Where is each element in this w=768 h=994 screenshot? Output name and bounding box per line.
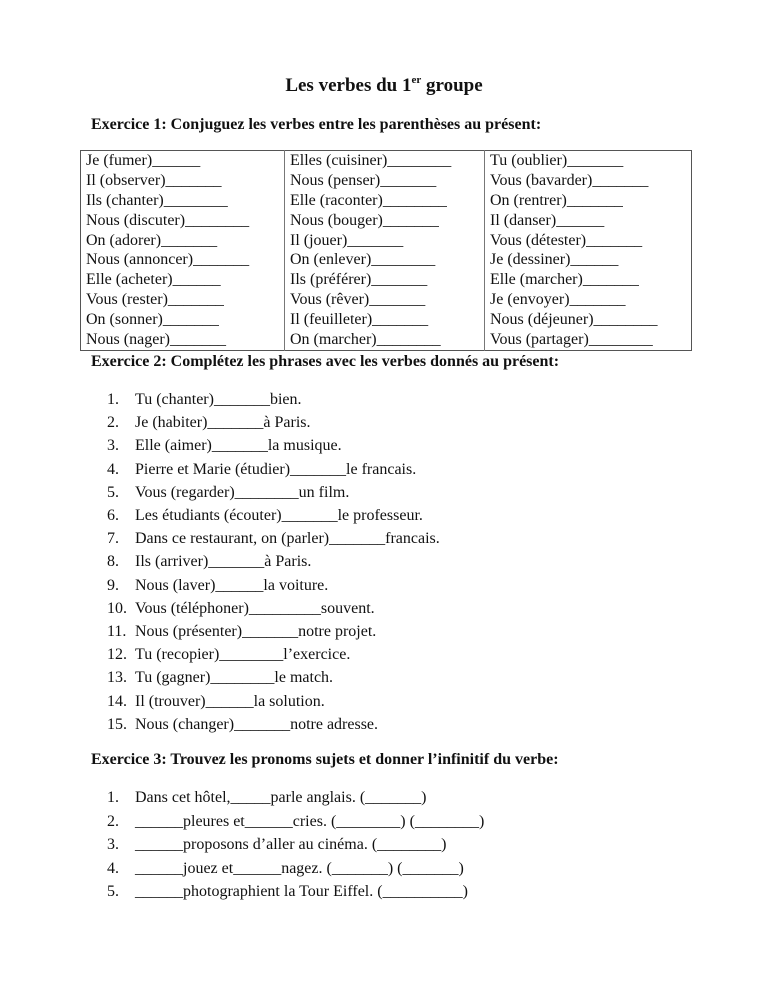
verb-item[interactable]: Nous (bouger)_______ [290,211,439,229]
item-number: 6. [107,507,119,525]
item-number: 5. [107,483,119,501]
verb-item[interactable]: On (rentrer)_______ [490,191,623,209]
item-number: 1. [107,789,119,806]
exercise2-list [107,388,440,736]
item-number: 15. [107,715,127,733]
verb-item[interactable]: Je (envoyer)_______ [490,291,626,309]
item-text: ______proposons d’aller au cinéma. (________) [135,836,447,853]
verb-item[interactable]: Elles (cuisiner)________ [290,152,452,169]
item-text: Dans cet hôtel,_____parle anglais. (_______) [135,789,427,806]
item-text: ______pleures et______cries. (________) (________) [135,812,485,830]
verb-item[interactable]: Je (dessiner)______ [490,251,619,269]
title-superscript: er [411,74,422,86]
verb-column-1 [81,151,285,351]
verb-item[interactable]: Ils (chanter)________ [86,191,228,209]
item-text: Dans ce restaurant, on (parler)_______francais. [135,530,440,548]
item-text: Tu (gagner)________le match. [135,669,334,687]
exercise2-item[interactable] [107,411,440,434]
exercise2-item[interactable] [107,550,440,573]
verb-item[interactable]: On (sonner)_______ [86,311,219,329]
item-text: Vous (regarder)________un film. [135,483,350,501]
item-text: Elle (aimer)_______la musique. [135,437,342,455]
verb-item[interactable]: Nous (nager)_______ [86,331,226,349]
item-text: Tu (chanter)_______bien. [135,391,302,408]
exercise3-item[interactable] [107,786,484,810]
item-number: 7. [107,530,119,548]
exercise1-heading: Exercice 1: Conjuguez les verbes entre les parenthèses au présent: [91,116,542,133]
exercise2-item[interactable] [107,666,440,689]
item-text: Vous (téléphoner)_________souvent. [135,599,375,617]
exercise2-item[interactable] [107,597,440,620]
exercise2-item[interactable] [107,458,440,481]
item-number: 14. [107,692,127,710]
verb-item[interactable]: On (enlever)________ [290,251,436,269]
item-number: 8. [107,553,119,571]
verb-column-3 [485,151,692,351]
exercise3-item[interactable] [107,880,484,904]
verb-item[interactable]: Nous (annoncer)_______ [86,251,250,269]
item-text: Je (habiter)_______à Paris. [135,414,311,432]
item-text: Les étudiants (écouter)_______le professeur. [135,507,423,525]
title-main: Les verbes du 1 [285,75,412,96]
exercise2-item[interactable] [107,690,440,713]
verb-column-2 [285,151,485,351]
verb-item[interactable]: Nous (déjeuner)________ [490,311,658,329]
item-number: 12. [107,646,127,664]
item-text: Nous (changer)_______notre adresse. [135,715,379,733]
exercise2-item[interactable] [107,713,440,736]
verb-item[interactable]: Il (feuilleter)_______ [290,311,429,329]
exercise3-item[interactable] [107,833,484,857]
item-text: ______jouez et______nagez. (_______) (_______) [135,859,464,877]
exercise2-item[interactable] [107,620,440,643]
exercise2-item[interactable] [107,527,440,550]
exercise3-item[interactable] [107,857,484,881]
exercise3-item[interactable] [107,810,484,834]
verb-item[interactable]: Elle (raconter)________ [290,191,447,209]
item-text: ______photographient la Tour Eiffel. (__________) [135,883,468,900]
item-number: 3. [107,836,119,853]
exercise1-verb-table [80,150,692,351]
verb-item[interactable]: Je (fumer)______ [86,152,201,169]
verb-item[interactable]: Elle (acheter)______ [86,271,221,289]
verb-item[interactable]: Tu (oublier)_______ [490,152,624,169]
item-text: Nous (laver)______la voiture. [135,576,329,594]
exercise2-heading: Exercice 2: Complétez les phrases avec les verbes donnés au présent: [91,353,560,370]
verb-item[interactable]: On (marcher)________ [290,331,441,349]
item-number: 3. [107,437,119,455]
item-number: 5. [107,883,119,900]
exercise2-item[interactable] [107,504,440,527]
title-end: groupe [421,75,483,96]
item-number: 4. [107,859,119,877]
item-number: 11. [107,623,127,641]
exercise2-item[interactable] [107,574,440,597]
item-number: 2. [107,812,119,830]
item-text: Ils (arriver)_______à Paris. [135,553,312,571]
item-number: 10. [107,599,127,617]
verb-item[interactable]: Nous (discuter)________ [86,211,250,229]
exercise3-heading: Exercice 3: Trouvez les pronoms sujets et donner l’infinitif du verbe: [91,751,559,768]
verb-item[interactable]: Vous (détester)_______ [490,231,643,249]
verb-item[interactable]: Nous (penser)_______ [290,171,437,189]
verb-item[interactable]: Vous (rêver)_______ [290,291,426,309]
item-text: Nous (présenter)_______notre projet. [135,623,377,641]
item-text: Tu (recopier)________l’exercice. [135,646,351,664]
item-text: Pierre et Marie (étudier)_______le francais. [135,460,417,478]
exercise2-item[interactable] [107,434,440,457]
verb-item[interactable]: Ils (préférer)_______ [290,271,428,289]
verb-item[interactable]: Vous (bavarder)_______ [490,171,649,189]
exercise2-item[interactable] [107,643,440,666]
verb-item[interactable]: Vous (rester)_______ [86,291,224,309]
exercise2-item[interactable] [107,388,440,411]
verb-item[interactable]: Il (observer)_______ [86,171,222,189]
item-number: 13. [107,669,127,687]
page-title [0,74,768,98]
verb-item[interactable]: On (adorer)_______ [86,231,218,249]
verb-item[interactable]: Il (danser)______ [490,211,605,229]
item-number: 4. [107,460,119,478]
item-number: 9. [107,576,119,594]
exercise3-list [107,786,484,904]
verb-item[interactable]: Il (jouer)_______ [290,231,404,249]
exercise2-item[interactable] [107,481,440,504]
verb-item[interactable]: Vous (partager)________ [490,331,653,349]
item-text: Il (trouver)______la solution. [135,692,325,710]
item-number: 2. [107,414,119,432]
item-number: 1. [107,391,119,408]
verb-item[interactable]: Elle (marcher)_______ [490,271,639,289]
